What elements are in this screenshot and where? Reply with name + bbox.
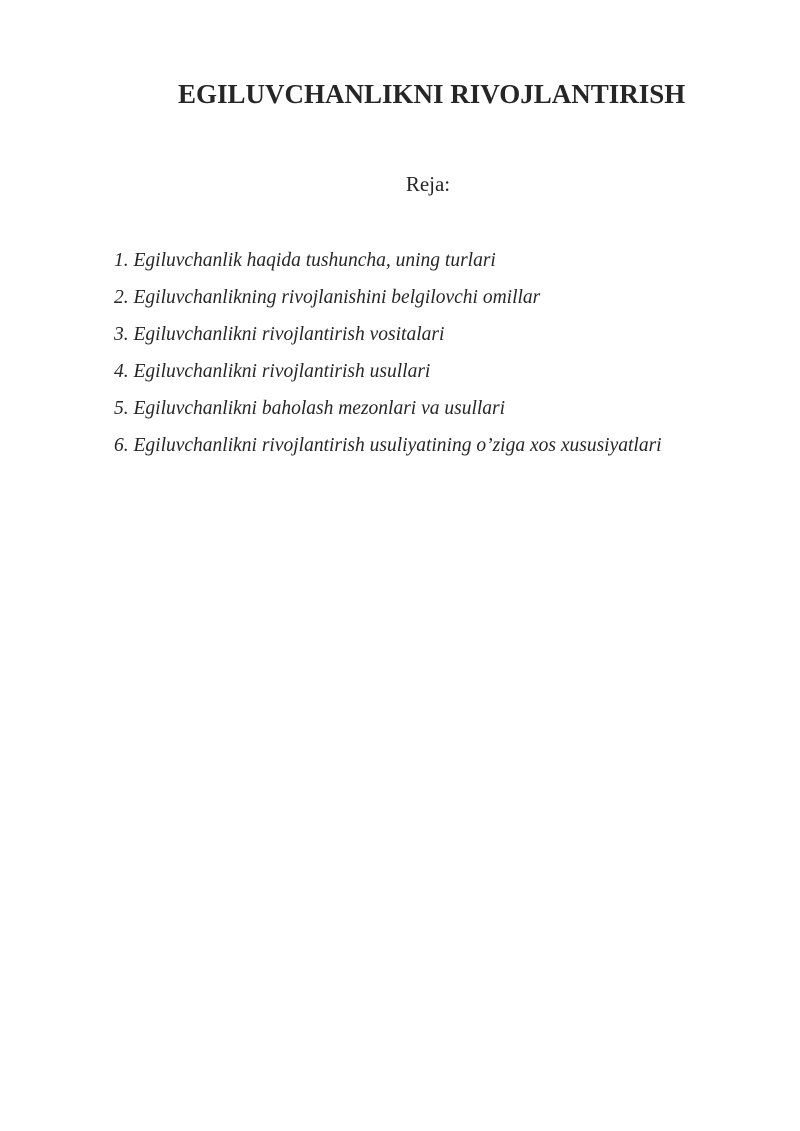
document-title: EGILUVCHANLIKNI RIVOJLANTIRISH xyxy=(178,79,686,109)
plan-item: 4. Egiluvchanlikni rivojlantirish usullari xyxy=(114,361,431,382)
plan-item: 3. Egiluvchanlikni rivojlantirish vositalari xyxy=(114,324,445,345)
plan-list xyxy=(114,242,662,464)
plan-heading: Reja: xyxy=(405,172,451,196)
plan-item: 1. Egiluvchanlik haqida tushuncha, uning turlari xyxy=(114,250,496,271)
plan-item: 5. Egiluvchanlikni baholash mezonlari va usullari xyxy=(114,398,506,419)
plan-item: 6. Egiluvchanlikni rivojlantirish usuliyatining o’ziga xos xususiyatlari xyxy=(114,435,662,456)
plan-item: 2. Egiluvchanlikning rivojlanishini belgilovchi omillar xyxy=(114,287,541,308)
